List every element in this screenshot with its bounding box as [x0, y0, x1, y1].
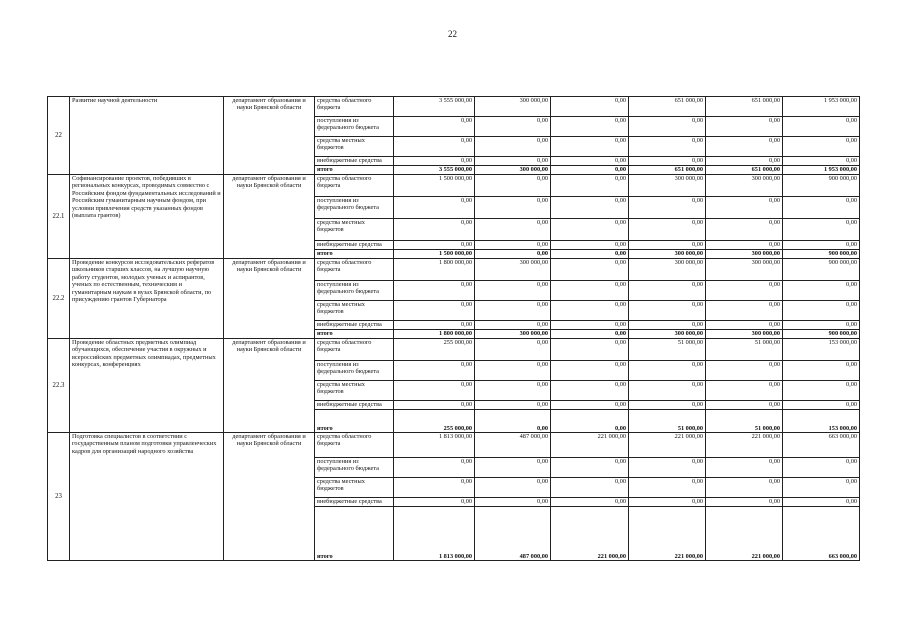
item-name: Софинансирование проектов, победивших в региональных конкурсах, проводимых совместно с Российским фондом фундаментальных исследований и Российским гуманитарным научным фондом, при условии привлечения средств указанных фондов (выплата грантов) [70, 175, 224, 259]
amount-cell: 0,00 [783, 197, 860, 219]
amount-cell: 300 000,00 [706, 175, 783, 197]
amount-cell: 0,00 [706, 361, 783, 381]
amount-cell: 0,00 [394, 361, 475, 381]
amount-cell: 0,00 [629, 197, 706, 219]
amount-cell: 0,00 [475, 301, 551, 321]
amount-cell: 0,00 [551, 301, 629, 321]
amount-cell: 0,00 [475, 241, 551, 250]
amount-cell: 0,00 [783, 478, 860, 498]
amount-cell: 0,00 [475, 197, 551, 219]
amount-cell: 0,00 [629, 117, 706, 137]
amount-cell: 0,00 [783, 301, 860, 321]
amount-cell: 0,00 [394, 197, 475, 219]
amount-cell: 0,00 [706, 219, 783, 241]
funding-source: итого [315, 507, 394, 561]
amount-cell: 300 000,00 [475, 330, 551, 339]
amount-cell: 900 000,00 [783, 250, 860, 259]
amount-cell: 0,00 [475, 219, 551, 241]
amount-cell: 0,00 [475, 401, 551, 410]
amount-cell: 0,00 [551, 175, 629, 197]
funding-source: внебюджетные средства [315, 241, 394, 250]
funding-source: итого [315, 410, 394, 433]
amount-cell: 0,00 [551, 330, 629, 339]
amount-cell: 0,00 [551, 219, 629, 241]
funding-row [48, 433, 860, 458]
funding-row [48, 339, 860, 361]
amount-cell: 300 000,00 [629, 175, 706, 197]
funding-row [48, 259, 860, 281]
amount-cell: 0,00 [551, 478, 629, 498]
amount-cell: 0,00 [394, 219, 475, 241]
amount-cell: 0,00 [629, 281, 706, 301]
amount-cell: 0,00 [783, 498, 860, 507]
item-number: 22.1 [48, 175, 70, 259]
funding-row [48, 97, 860, 117]
amount-cell: 0,00 [551, 321, 629, 330]
amount-cell: 0,00 [394, 381, 475, 401]
amount-cell: 651 000,00 [629, 97, 706, 117]
amount-cell: 0,00 [551, 361, 629, 381]
funding-source: средства областного бюджета [315, 259, 394, 281]
amount-cell: 0,00 [551, 137, 629, 157]
amount-cell: 651 000,00 [629, 166, 706, 175]
amount-cell: 0,00 [629, 157, 706, 166]
amount-cell: 0,00 [706, 321, 783, 330]
amount-cell: 0,00 [706, 478, 783, 498]
funding-source: поступления из федерального бюджета [315, 458, 394, 478]
amount-cell: 663 000,00 [783, 507, 860, 561]
amount-cell: 0,00 [629, 301, 706, 321]
amount-cell: 0,00 [475, 137, 551, 157]
amount-cell: 1 800 000,00 [394, 259, 475, 281]
amount-cell: 0,00 [551, 157, 629, 166]
amount-cell: 0,00 [551, 250, 629, 259]
item-number: 22 [48, 97, 70, 175]
amount-cell: 900 000,00 [783, 330, 860, 339]
amount-cell: 1 500 000,00 [394, 250, 475, 259]
funding-source: итого [315, 250, 394, 259]
amount-cell: 0,00 [551, 117, 629, 137]
funding-source: средства местных бюджетов [315, 478, 394, 498]
funding-source: внебюджетные средства [315, 401, 394, 410]
budget-table-body [48, 97, 860, 561]
amount-cell: 51 000,00 [706, 410, 783, 433]
amount-cell: 300 000,00 [629, 330, 706, 339]
amount-cell: 0,00 [629, 401, 706, 410]
amount-cell: 153 000,00 [783, 339, 860, 361]
amount-cell: 0,00 [783, 458, 860, 478]
funding-source: средства местных бюджетов [315, 381, 394, 401]
amount-cell: 0,00 [475, 250, 551, 259]
item-number: 23 [48, 433, 70, 561]
amount-cell: 0,00 [706, 137, 783, 157]
amount-cell: 0,00 [783, 241, 860, 250]
amount-cell: 487 000,00 [475, 507, 551, 561]
amount-cell: 487 000,00 [475, 433, 551, 458]
funding-source: поступления из федерального бюджета [315, 197, 394, 219]
amount-cell: 0,00 [475, 321, 551, 330]
amount-cell: 0,00 [783, 157, 860, 166]
amount-cell: 0,00 [394, 478, 475, 498]
amount-cell: 0,00 [706, 197, 783, 219]
funding-source: средства областного бюджета [315, 175, 394, 197]
funding-source: итого [315, 166, 394, 175]
amount-cell: 0,00 [783, 361, 860, 381]
amount-cell: 153 000,00 [783, 410, 860, 433]
amount-cell: 0,00 [551, 259, 629, 281]
amount-cell: 651 000,00 [706, 166, 783, 175]
item-number: 22.3 [48, 339, 70, 433]
funding-source: средства местных бюджетов [315, 219, 394, 241]
amount-cell: 300 000,00 [475, 97, 551, 117]
amount-cell: 0,00 [551, 241, 629, 250]
budget-table [47, 96, 860, 561]
amount-cell: 1 813 000,00 [394, 507, 475, 561]
amount-cell: 0,00 [394, 301, 475, 321]
amount-cell: 0,00 [706, 281, 783, 301]
amount-cell: 300 000,00 [706, 259, 783, 281]
funding-source: итого [315, 330, 394, 339]
amount-cell: 300 000,00 [629, 250, 706, 259]
amount-cell: 1 813 000,00 [394, 433, 475, 458]
amount-cell: 0,00 [394, 321, 475, 330]
amount-cell: 0,00 [475, 410, 551, 433]
amount-cell: 300 000,00 [629, 259, 706, 281]
amount-cell: 300 000,00 [706, 330, 783, 339]
amount-cell: 0,00 [551, 281, 629, 301]
amount-cell: 0,00 [706, 117, 783, 137]
amount-cell: 0,00 [629, 478, 706, 498]
amount-cell: 0,00 [783, 321, 860, 330]
amount-cell: 0,00 [394, 498, 475, 507]
amount-cell: 0,00 [551, 401, 629, 410]
amount-cell: 51 000,00 [629, 410, 706, 433]
page-number: 22 [448, 29, 457, 39]
amount-cell: 0,00 [629, 219, 706, 241]
amount-cell: 255 000,00 [394, 339, 475, 361]
amount-cell: 0,00 [706, 241, 783, 250]
amount-cell: 300 000,00 [475, 259, 551, 281]
department: департамент образования и науки Брянской области [224, 97, 315, 175]
amount-cell: 51 000,00 [629, 339, 706, 361]
amount-cell: 0,00 [629, 321, 706, 330]
amount-cell: 0,00 [629, 381, 706, 401]
amount-cell: 0,00 [475, 381, 551, 401]
amount-cell: 0,00 [783, 117, 860, 137]
amount-cell: 0,00 [551, 97, 629, 117]
funding-source: средства областного бюджета [315, 97, 394, 117]
amount-cell: 0,00 [629, 498, 706, 507]
amount-cell: 0,00 [706, 401, 783, 410]
amount-cell: 0,00 [551, 197, 629, 219]
amount-cell: 1 500 000,00 [394, 175, 475, 197]
amount-cell: 651 000,00 [706, 97, 783, 117]
amount-cell: 0,00 [394, 137, 475, 157]
amount-cell: 1 953 000,00 [783, 166, 860, 175]
item-name: Развитие научной деятельности [70, 97, 224, 175]
amount-cell: 0,00 [475, 478, 551, 498]
amount-cell: 221 000,00 [706, 507, 783, 561]
amount-cell: 0,00 [783, 219, 860, 241]
amount-cell: 221 000,00 [551, 507, 629, 561]
amount-cell: 0,00 [475, 498, 551, 507]
amount-cell: 0,00 [706, 498, 783, 507]
amount-cell: 0,00 [551, 381, 629, 401]
amount-cell: 3 555 000,00 [394, 166, 475, 175]
amount-cell: 0,00 [394, 458, 475, 478]
amount-cell: 0,00 [551, 339, 629, 361]
amount-cell: 0,00 [629, 137, 706, 157]
amount-cell: 3 555 000,00 [394, 97, 475, 117]
amount-cell: 51 000,00 [706, 339, 783, 361]
amount-cell: 221 000,00 [706, 433, 783, 458]
funding-row [48, 175, 860, 197]
item-name: Проведение областных предметных олимпиад обучающихся, обеспечение участия в окружных и всероссийских предметных олимпиадах, предметных конкурсах, конференциях [70, 339, 224, 433]
funding-source: средства местных бюджетов [315, 301, 394, 321]
amount-cell: 0,00 [551, 410, 629, 433]
amount-cell: 0,00 [783, 281, 860, 301]
amount-cell: 663 000,00 [783, 433, 860, 458]
amount-cell: 900 000,00 [783, 259, 860, 281]
amount-cell: 0,00 [475, 175, 551, 197]
funding-source: средства областного бюджета [315, 433, 394, 458]
amount-cell: 0,00 [394, 157, 475, 166]
item-number: 22.2 [48, 259, 70, 339]
funding-source: поступления из федерального бюджета [315, 361, 394, 381]
funding-source: внебюджетные средства [315, 498, 394, 507]
item-name: Проведение конкурсов исследовательских рефератов школьников старших классов, на лучшую научную работу студентов, молодых ученых и аспирантов, ученых по естественным, техническим и гуманитарным наукам в вузах Брянской области, по присуждению грантов Губернатора [70, 259, 224, 339]
department: департамент образования и науки Брянской области [224, 175, 315, 259]
department: департамент образования и науки Брянской области [224, 339, 315, 433]
amount-cell: 0,00 [629, 241, 706, 250]
amount-cell: 0,00 [551, 458, 629, 478]
amount-cell: 255 000,00 [394, 410, 475, 433]
amount-cell: 0,00 [475, 361, 551, 381]
amount-cell: 1 800 000,00 [394, 330, 475, 339]
amount-cell: 300 000,00 [475, 166, 551, 175]
amount-cell: 0,00 [706, 458, 783, 478]
amount-cell: 0,00 [475, 339, 551, 361]
funding-source: внебюджетные средства [315, 321, 394, 330]
amount-cell: 0,00 [783, 137, 860, 157]
amount-cell: 0,00 [551, 166, 629, 175]
funding-source: средства областного бюджета [315, 339, 394, 361]
amount-cell: 0,00 [475, 281, 551, 301]
amount-cell: 0,00 [783, 381, 860, 401]
funding-source: поступления из федерального бюджета [315, 281, 394, 301]
item-name: Подготовка специалистов в соответствии с государственным планом подготовки управленческих кадров для организаций народного хозяйства [70, 433, 224, 561]
amount-cell: 0,00 [475, 117, 551, 137]
amount-cell: 300 000,00 [706, 250, 783, 259]
amount-cell: 0,00 [706, 157, 783, 166]
amount-cell: 0,00 [629, 361, 706, 381]
department: департамент образования и науки Брянской области [224, 259, 315, 339]
amount-cell: 0,00 [394, 117, 475, 137]
amount-cell: 0,00 [783, 401, 860, 410]
amount-cell: 0,00 [394, 281, 475, 301]
amount-cell: 1 953 000,00 [783, 97, 860, 117]
amount-cell: 0,00 [706, 381, 783, 401]
amount-cell: 0,00 [629, 458, 706, 478]
amount-cell: 0,00 [475, 458, 551, 478]
department: департамент образования и науки Брянской области [224, 433, 315, 561]
amount-cell: 0,00 [706, 301, 783, 321]
amount-cell: 0,00 [551, 498, 629, 507]
amount-cell: 900 000,00 [783, 175, 860, 197]
amount-cell: 221 000,00 [629, 433, 706, 458]
funding-source: поступления из федерального бюджета [315, 117, 394, 137]
amount-cell: 0,00 [394, 401, 475, 410]
amount-cell: 221 000,00 [629, 507, 706, 561]
funding-source: средства местных бюджетов [315, 137, 394, 157]
funding-source: внебюджетные средства [315, 157, 394, 166]
amount-cell: 221 000,00 [551, 433, 629, 458]
amount-cell: 0,00 [475, 157, 551, 166]
amount-cell: 0,00 [394, 241, 475, 250]
